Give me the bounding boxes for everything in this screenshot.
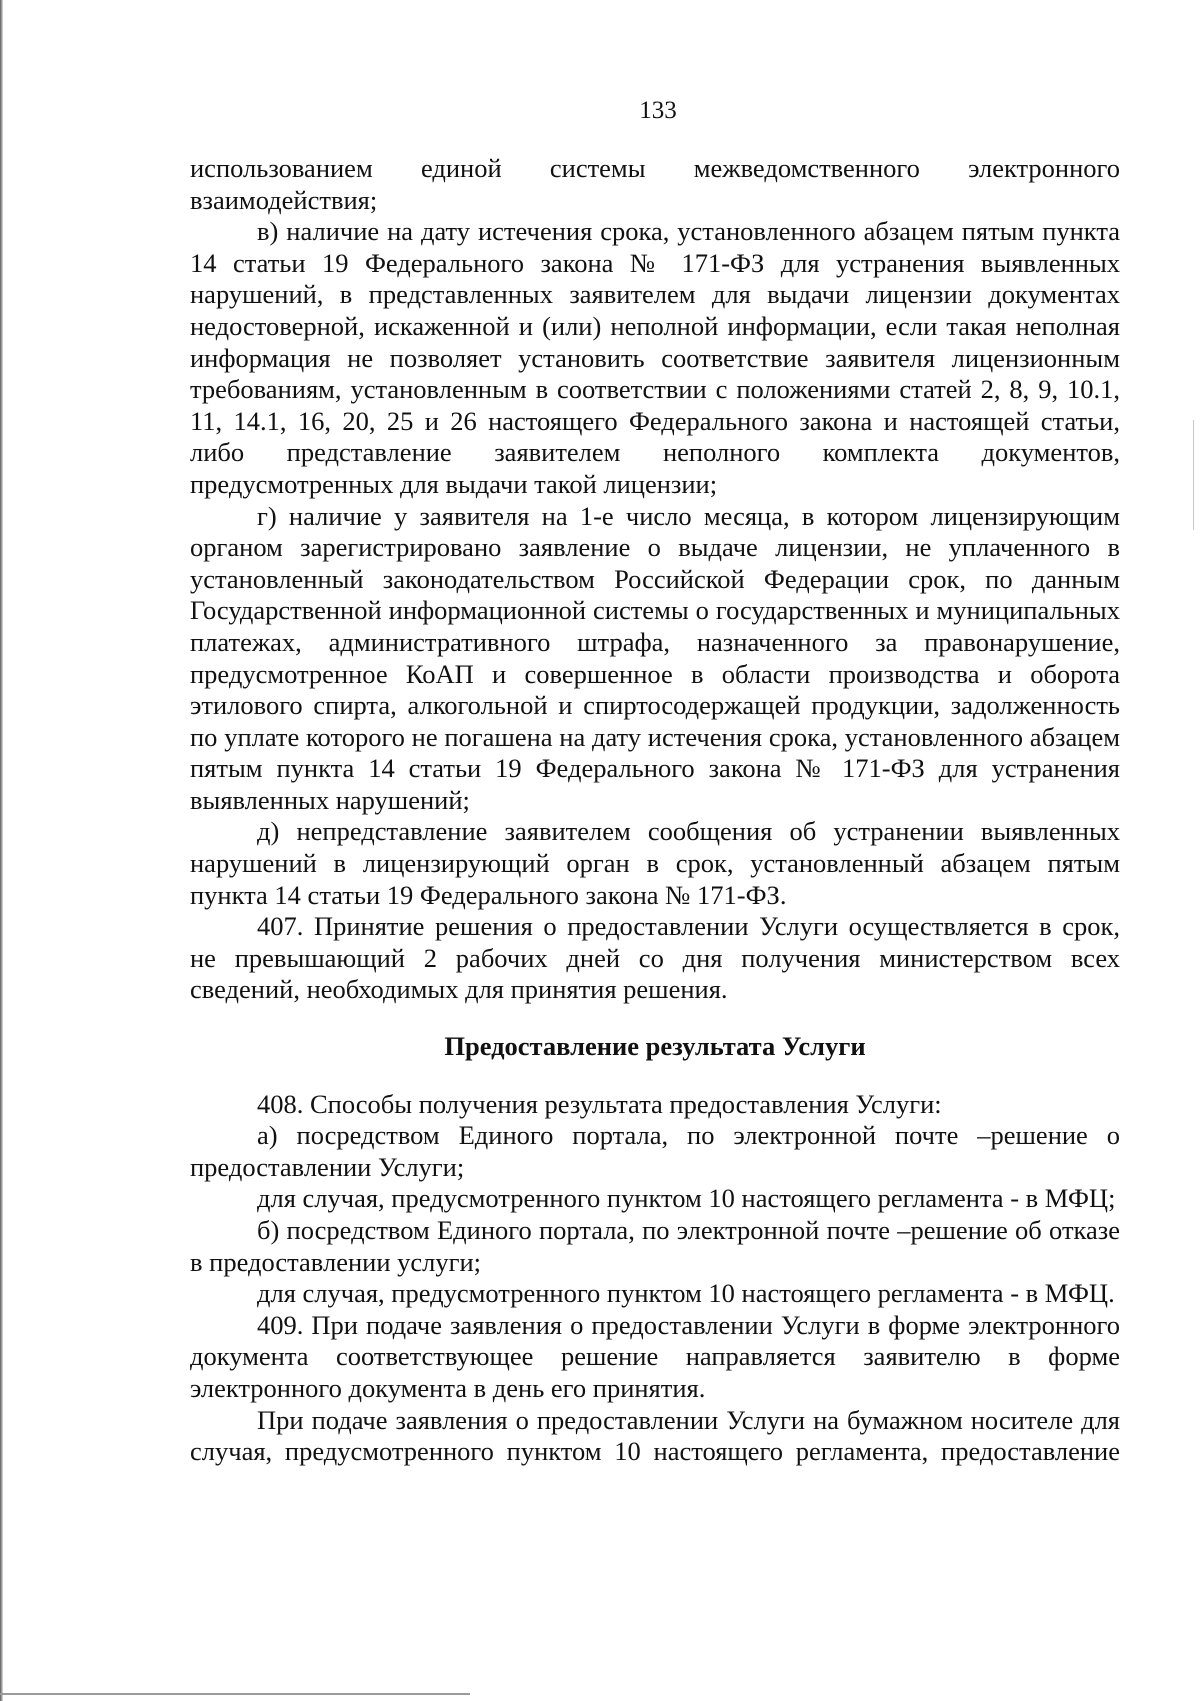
paragraph-409: 409. При подаче заявления о предоставлении Услуги в форме электронного документа соответствующее решение направляется заявителю в форме электронного документа в день его принятия. <box>190 1309 1120 1403</box>
paragraph-paper-submission: При подаче заявления о предоставлении Услуги на бумажном носителе для случая, предусмотренного пунктом 10 настоящего регламента, предоставление <box>190 1404 1120 1467</box>
paragraph-continuation: использованием единой системы межведомственного электронного взаимодействия; <box>190 153 1120 215</box>
paragraph-item-b: б) посредством Единого портала, по электронной почте –решение об отказе в предоставлении услуги; <box>190 1215 1120 1277</box>
scan-edge-right <box>1193 420 1194 530</box>
paragraph-item-v: в) наличие на дату истечения срока, установленного абзацем пятым пункта 14 статьи 19 Федерального закона № 171-ФЗ для устранения выявленных нарушений, в представленных заявителем для выдачи лицензии документах недостоверной, искаженной и (или) неполной информации, если такая неполная информация не позволяет установить соответствие заявителя лицензионным требованиям, установленным в соответствии с положениями статей 2, 8, 9, 10.1, 11, 14.1, 16, 20, 25 и 26 настоящего Федерального закона и настоящей статьи, либо представление заявителем неполного комплекта документов, предусмотренных для выдачи такой лицензии; <box>190 216 1120 499</box>
paragraph-item-d: д) непредставление заявителем сообщения об устранении выявленных нарушений в лицензирующий орган в срок, установленный абзацем пятым пункта 14 статьи 19 Федерального закона № 171-ФЗ. <box>190 816 1120 910</box>
paragraph-item-a: а) посредством Единого портала, по электронной почте –решение о предоставлении Услуги; <box>190 1120 1120 1182</box>
scan-edge-left <box>0 0 3 1701</box>
paragraph-408: 408. Способы получения результата предоставления Услуги: <box>257 1088 942 1119</box>
paragraph-mfc-case-1: для случая, предусмотренного пунктом 10 настоящего регламента - в МФЦ; <box>257 1183 1116 1214</box>
paragraph-item-g: г) наличие у заявителя на 1-е число месяца, в котором лицензирующим органом зарегистрировано заявление о выдаче лицензии, не уплаченного в установленный законодательством Российской Федерации срок, по данным Государственной информационной системы о государственных и муниципальных платежах, административного штрафа, назначенного за правонарушение, предусмотренное КоАП и совершенное в области производства и оборота этилового спирта, алкогольной и спиртосодержащей продукции, задолженность по уплате которого не погашена на дату истечения срока, установленного абзацем пятым пункта 14 статьи 19 Федерального закона № 171-ФЗ для устранения выявленных нарушений; <box>190 500 1120 815</box>
scan-edge-bottom <box>0 1693 470 1695</box>
page-number: 133 <box>639 97 677 124</box>
paragraph-407: 407. Принятие решения о предоставлении Услуги осуществляется в срок, не превышающий 2 рабочих дней со дня получения министерством всех сведений, необходимых для принятия решения. <box>190 911 1120 1005</box>
section-heading: Предоставление результата Услуги <box>444 1031 866 1062</box>
paragraph-mfc-case-2: для случая, предусмотренного пунктом 10 настоящего регламента - в МФЦ. <box>257 1278 1115 1309</box>
document-body <box>190 153 1120 1468</box>
